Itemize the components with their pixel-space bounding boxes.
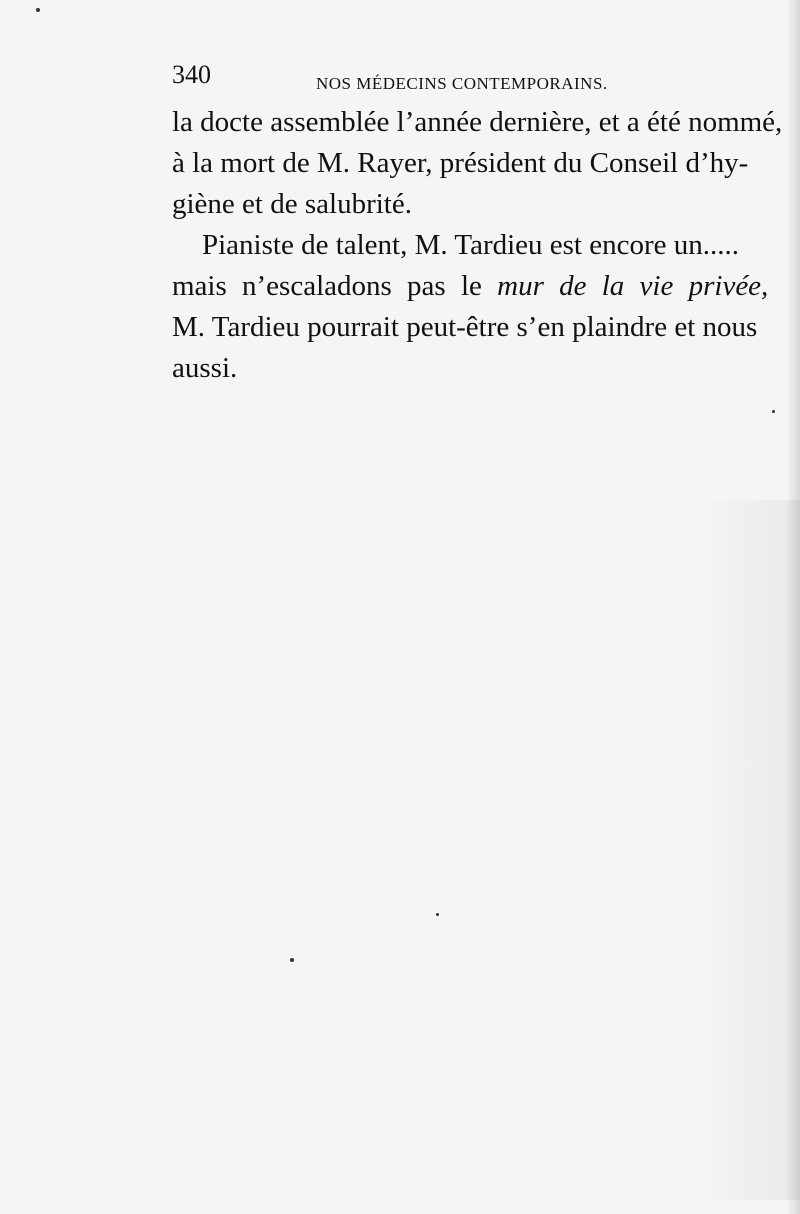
print-speck: [436, 913, 439, 916]
page-body: [172, 102, 783, 389]
page-edge-shadow: [786, 0, 800, 1214]
print-speck: [772, 410, 775, 413]
paragraph-1-line-3: giène et de salubrité.: [172, 188, 412, 220]
paragraph-1-line-2: à la mort de M. Rayer, président du Conseil d’hy-: [172, 147, 749, 179]
print-speck: [290, 958, 294, 962]
running-title: NOS MÉDECINS CONTEMPORAINS.: [316, 74, 608, 93]
paragraph-2-line-2: [172, 266, 780, 307]
paragraph-2-line-1: Pianiste de talent, M. Tardieu est encore un.....: [202, 229, 740, 261]
print-speck: [36, 8, 40, 12]
paragraph-2-line-3: M. Tardieu pourrait peut-être s’en plaindre et nous: [172, 311, 758, 343]
page-number: 340: [172, 60, 211, 89]
page-header: [172, 60, 662, 100]
italic-phrase: mur de la vie privée,: [497, 270, 769, 302]
paragraph-2-line-4: aussi.: [172, 352, 238, 384]
paragraph-2-line-2-text: mais n’escaladons pas le: [172, 270, 482, 302]
paragraph-1-line-1: la docte assemblée l’année dernière, et a été nommé,: [172, 106, 783, 138]
bleed-through-shadow: [700, 500, 800, 1200]
